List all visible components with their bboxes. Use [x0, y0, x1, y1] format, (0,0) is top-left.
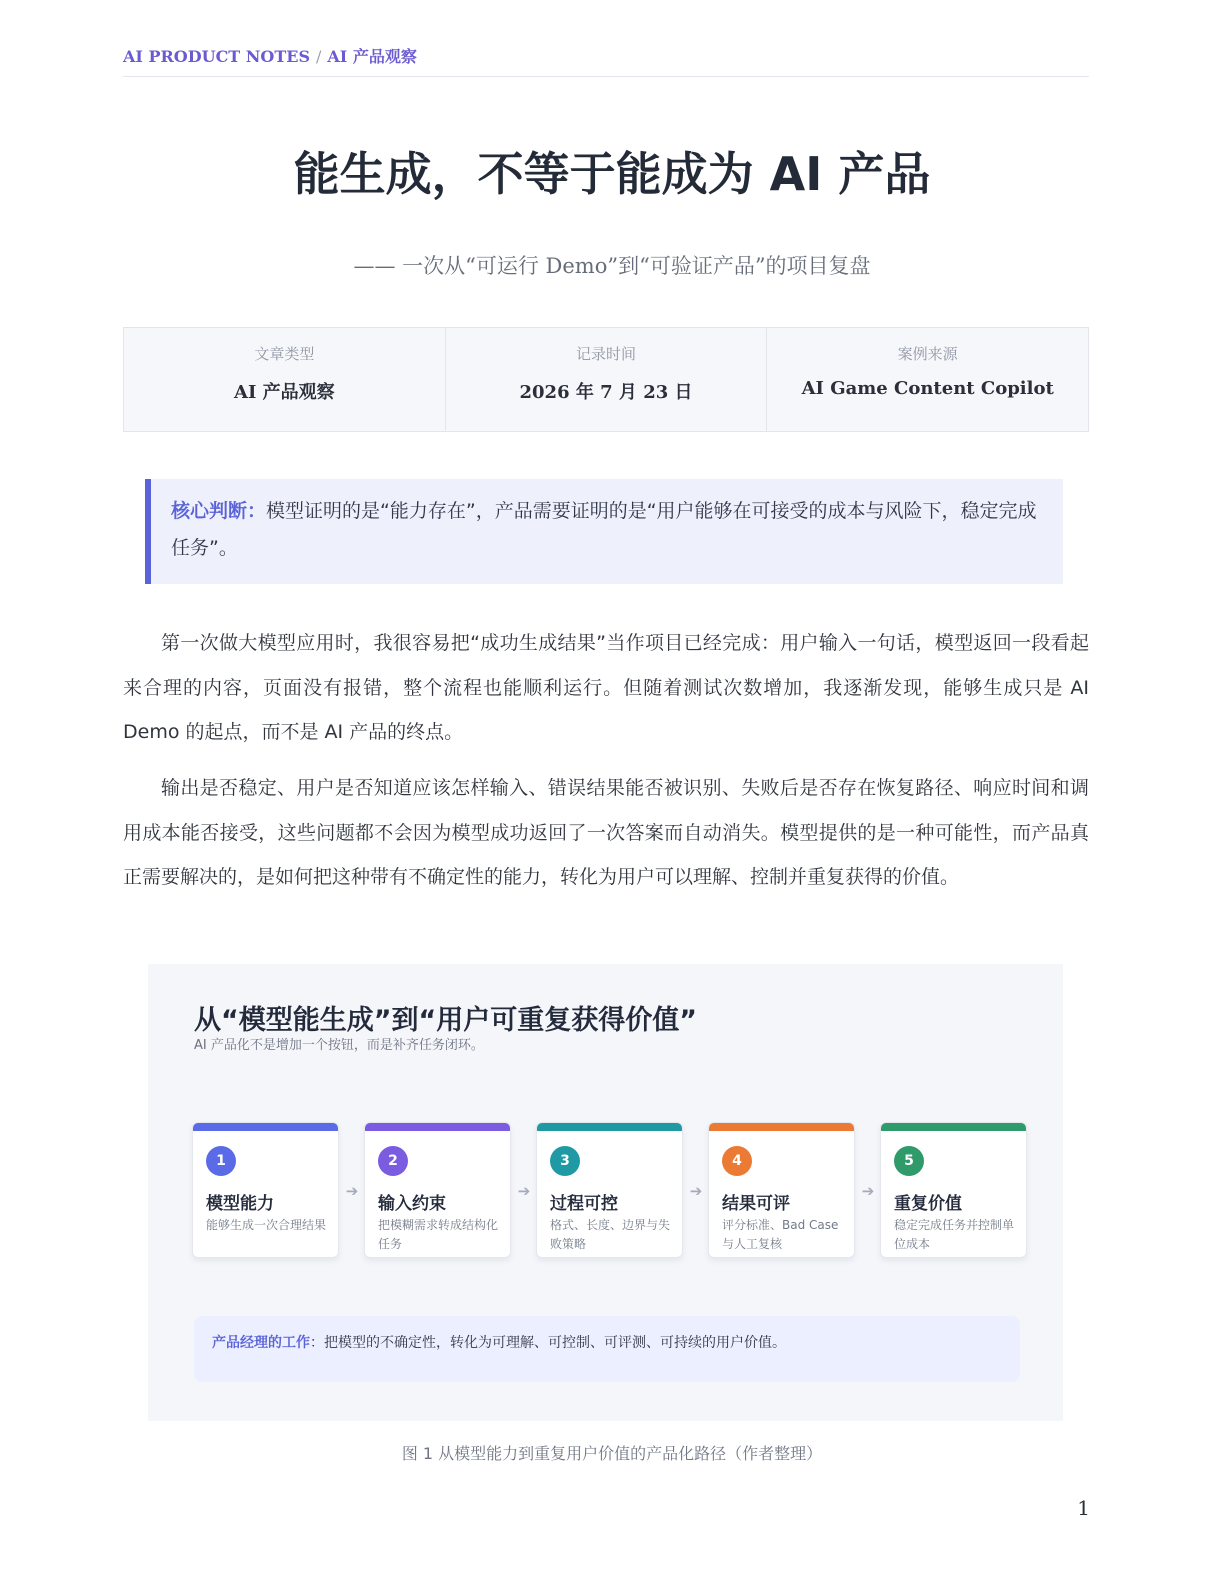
body-paragraph-1: 第一次做大模型应用时，我很容易把“成功生成结果”当作项目已经完成：用户输入一句话，模型返回一段看起来合理的内容，页面没有报错，整个流程也能顺利运行。但随着测试次数增加，我逐渐发现，能够生成只是 AI Demo 的起点，而不是 AI 产品的终点。	[123, 632, 1089, 743]
figure-productization-path	[148, 964, 1063, 1421]
step-card-model-capability	[192, 1122, 339, 1258]
step-number-badge: 1	[206, 1146, 236, 1176]
core-judgment-callout	[145, 479, 1063, 584]
figure-subtitle: AI 产品化不是增加一个按钮，而是补齐任务闭环。	[194, 1038, 484, 1053]
header-series: AI PRODUCT NOTES	[123, 47, 310, 66]
step-accent-bar	[365, 1123, 510, 1131]
step-title: 输入约束	[378, 1194, 446, 1214]
meta-record-date	[446, 328, 768, 431]
page-title: 能生成，不等于能成为 AI 产品	[293, 147, 931, 201]
step-card-result-evaluation	[708, 1122, 855, 1258]
step-accent-bar	[537, 1123, 682, 1131]
meta-value: AI 产品观察	[234, 382, 335, 403]
meta-case-source	[767, 328, 1088, 431]
callout-key: 核心判断：	[171, 500, 267, 522]
header-separator: /	[316, 47, 322, 66]
step-number-badge: 2	[378, 1146, 408, 1176]
step-accent-bar	[193, 1123, 338, 1131]
running-header	[123, 44, 1089, 77]
meta-label: 文章类型	[254, 345, 315, 363]
step-accent-bar	[881, 1123, 1026, 1131]
page-number: 1	[1077, 1496, 1090, 1520]
header-section: AI 产品观察	[327, 47, 417, 66]
step-card-process-control	[536, 1122, 683, 1258]
meta-value: 2026 年 7 月 23 日	[519, 382, 693, 403]
figure-note	[194, 1316, 1020, 1382]
body-paragraph-2: 输出是否稳定、用户是否知道应该怎样输入、错误结果能否被识别、失败后是否存在恢复路径、响应时间和调用成本能否接受，这些问题都不会因为模型成功返回了一次答案而自动消失。模型提供的是一种可能性，而产品真正需要解决的，是如何把这种带有不确定性的能力，转化为用户可以理解、控制并重复获得的价值。	[123, 777, 1089, 888]
meta-article-type	[124, 328, 446, 431]
step-description: 格式、长度、边界与失败策略	[550, 1218, 671, 1251]
arrow-right-icon: ➔	[345, 1182, 359, 1200]
meta-table	[123, 327, 1089, 432]
figure-caption: 图 1 从模型能力到重复用户价值的产品化路径（作者整理）	[401, 1444, 823, 1463]
step-title: 过程可控	[550, 1194, 618, 1214]
figure-note-text: ：把模型的不确定性，转化为可理解、可控制、可评测、可持续的用户价值。	[310, 1335, 786, 1351]
step-description: 评分标准、Bad Case 与人工复核	[722, 1218, 839, 1251]
callout-text: 模型证明的是“能力存在”，产品需要证明的是“用户能够在可接受的成本与风险下，稳定完成任务”。	[171, 500, 1037, 559]
step-title: 模型能力	[206, 1194, 274, 1214]
step-title: 结果可评	[722, 1194, 790, 1214]
meta-label: 案例来源	[897, 345, 958, 363]
step-accent-bar	[709, 1123, 854, 1131]
step-card-input-constraint	[364, 1122, 511, 1258]
figure-note-key: 产品经理的工作	[212, 1335, 310, 1351]
arrow-right-icon: ➔	[689, 1182, 703, 1200]
step-number-badge: 5	[894, 1146, 924, 1176]
step-number-badge: 3	[550, 1146, 580, 1176]
step-description: 把模糊需求转成结构化任务	[378, 1218, 499, 1251]
step-description: 能够生成一次合理结果	[206, 1218, 327, 1232]
step-description: 稳定完成任务并控制单位成本	[894, 1218, 1015, 1251]
page-subtitle: —— 一次从“可运行 Demo”到“可验证产品”的项目复盘	[353, 254, 871, 278]
step-title: 重复价值	[894, 1194, 962, 1214]
arrow-right-icon: ➔	[517, 1182, 531, 1200]
figure-title: 从“模型能生成”到“用户可重复获得价值”	[194, 1005, 697, 1036]
arrow-right-icon: ➔	[861, 1182, 875, 1200]
meta-value: AI Game Content Copilot	[801, 378, 1054, 399]
meta-label: 记录时间	[576, 345, 637, 363]
step-card-repeat-value	[880, 1122, 1027, 1258]
step-number-badge: 4	[722, 1146, 752, 1176]
